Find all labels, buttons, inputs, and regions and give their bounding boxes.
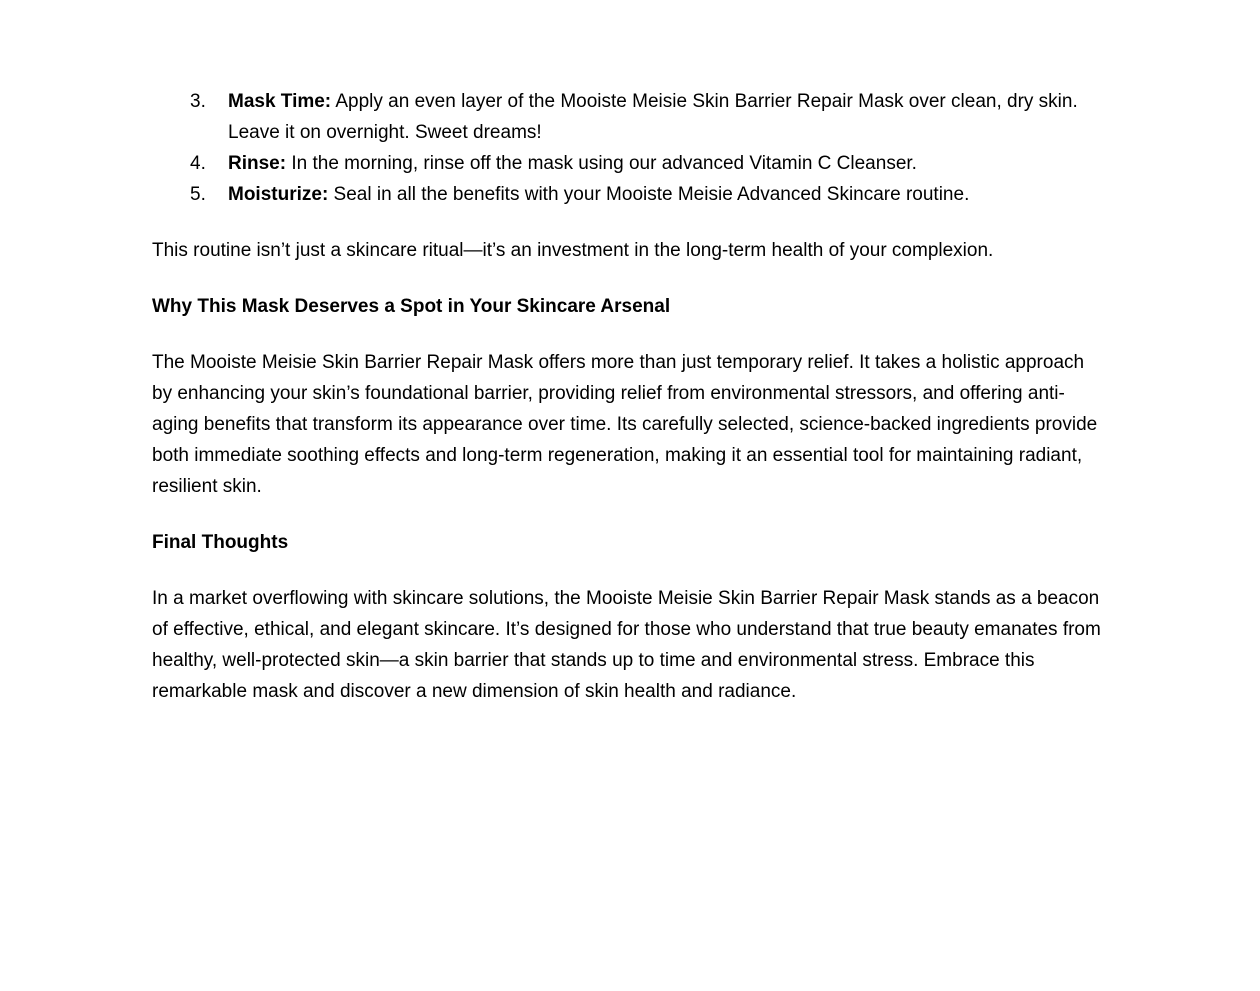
section-heading-why-this-mask: Why This Mask Deserves a Spot in Your Skincare Arsenal [152, 296, 671, 317]
list-item-label: Moisturize: [228, 184, 329, 205]
list-item-text: Apply an even layer of the Mooiste Meisie Skin Barrier Repair Mask over clean, dry skin. Leave it on overnight. Sweet dreams! [228, 91, 1078, 143]
list-item [152, 179, 1108, 210]
numbered-list [152, 86, 1108, 210]
list-item-number: 3. [190, 91, 206, 112]
list-item [152, 148, 1108, 179]
list-item [152, 86, 1108, 148]
list-item-text: Seal in all the benefits with your Mooiste Meisie Advanced Skincare routine. [328, 184, 970, 205]
paragraph-conclusion: In a market overflowing with skincare solutions, the Mooiste Meisie Skin Barrier Repair Mask stands as a beacon of effective, ethical, and elegant skincare. It’s designed for those who understand that true beauty emanates from healthy, well-protected skin—a skin barrier that stands up to time and environmental stress. Embrace this remarkable mask and discover a new dimension of skin health and radiance. [152, 588, 1101, 702]
list-item-number: 5. [190, 184, 206, 205]
list-item-text: In the morning, rinse off the mask using our advanced Vitamin C Cleanser. [286, 153, 917, 174]
list-item-label: Mask Time: [228, 91, 332, 112]
list-item-number: 4. [190, 153, 206, 174]
list-item-label: Rinse: [228, 153, 287, 174]
paragraph-mask-benefits: The Mooiste Meisie Skin Barrier Repair Mask offers more than just temporary relief. It takes a holistic approach by enhancing your skin’s foundational barrier, providing relief from environmental stressors, and offering anti-aging benefits that transform its appearance over time. Its carefully selected, science-backed ingredients provide both immediate soothing effects and long-term regeneration, making it an essential tool for maintaining radiant, resilient skin. [152, 352, 1098, 497]
paragraph-routine-investment: This routine isn’t just a skincare ritual—it’s an investment in the long-term health of your complexion. [152, 240, 994, 261]
section-heading-final-thoughts: Final Thoughts [152, 532, 289, 553]
